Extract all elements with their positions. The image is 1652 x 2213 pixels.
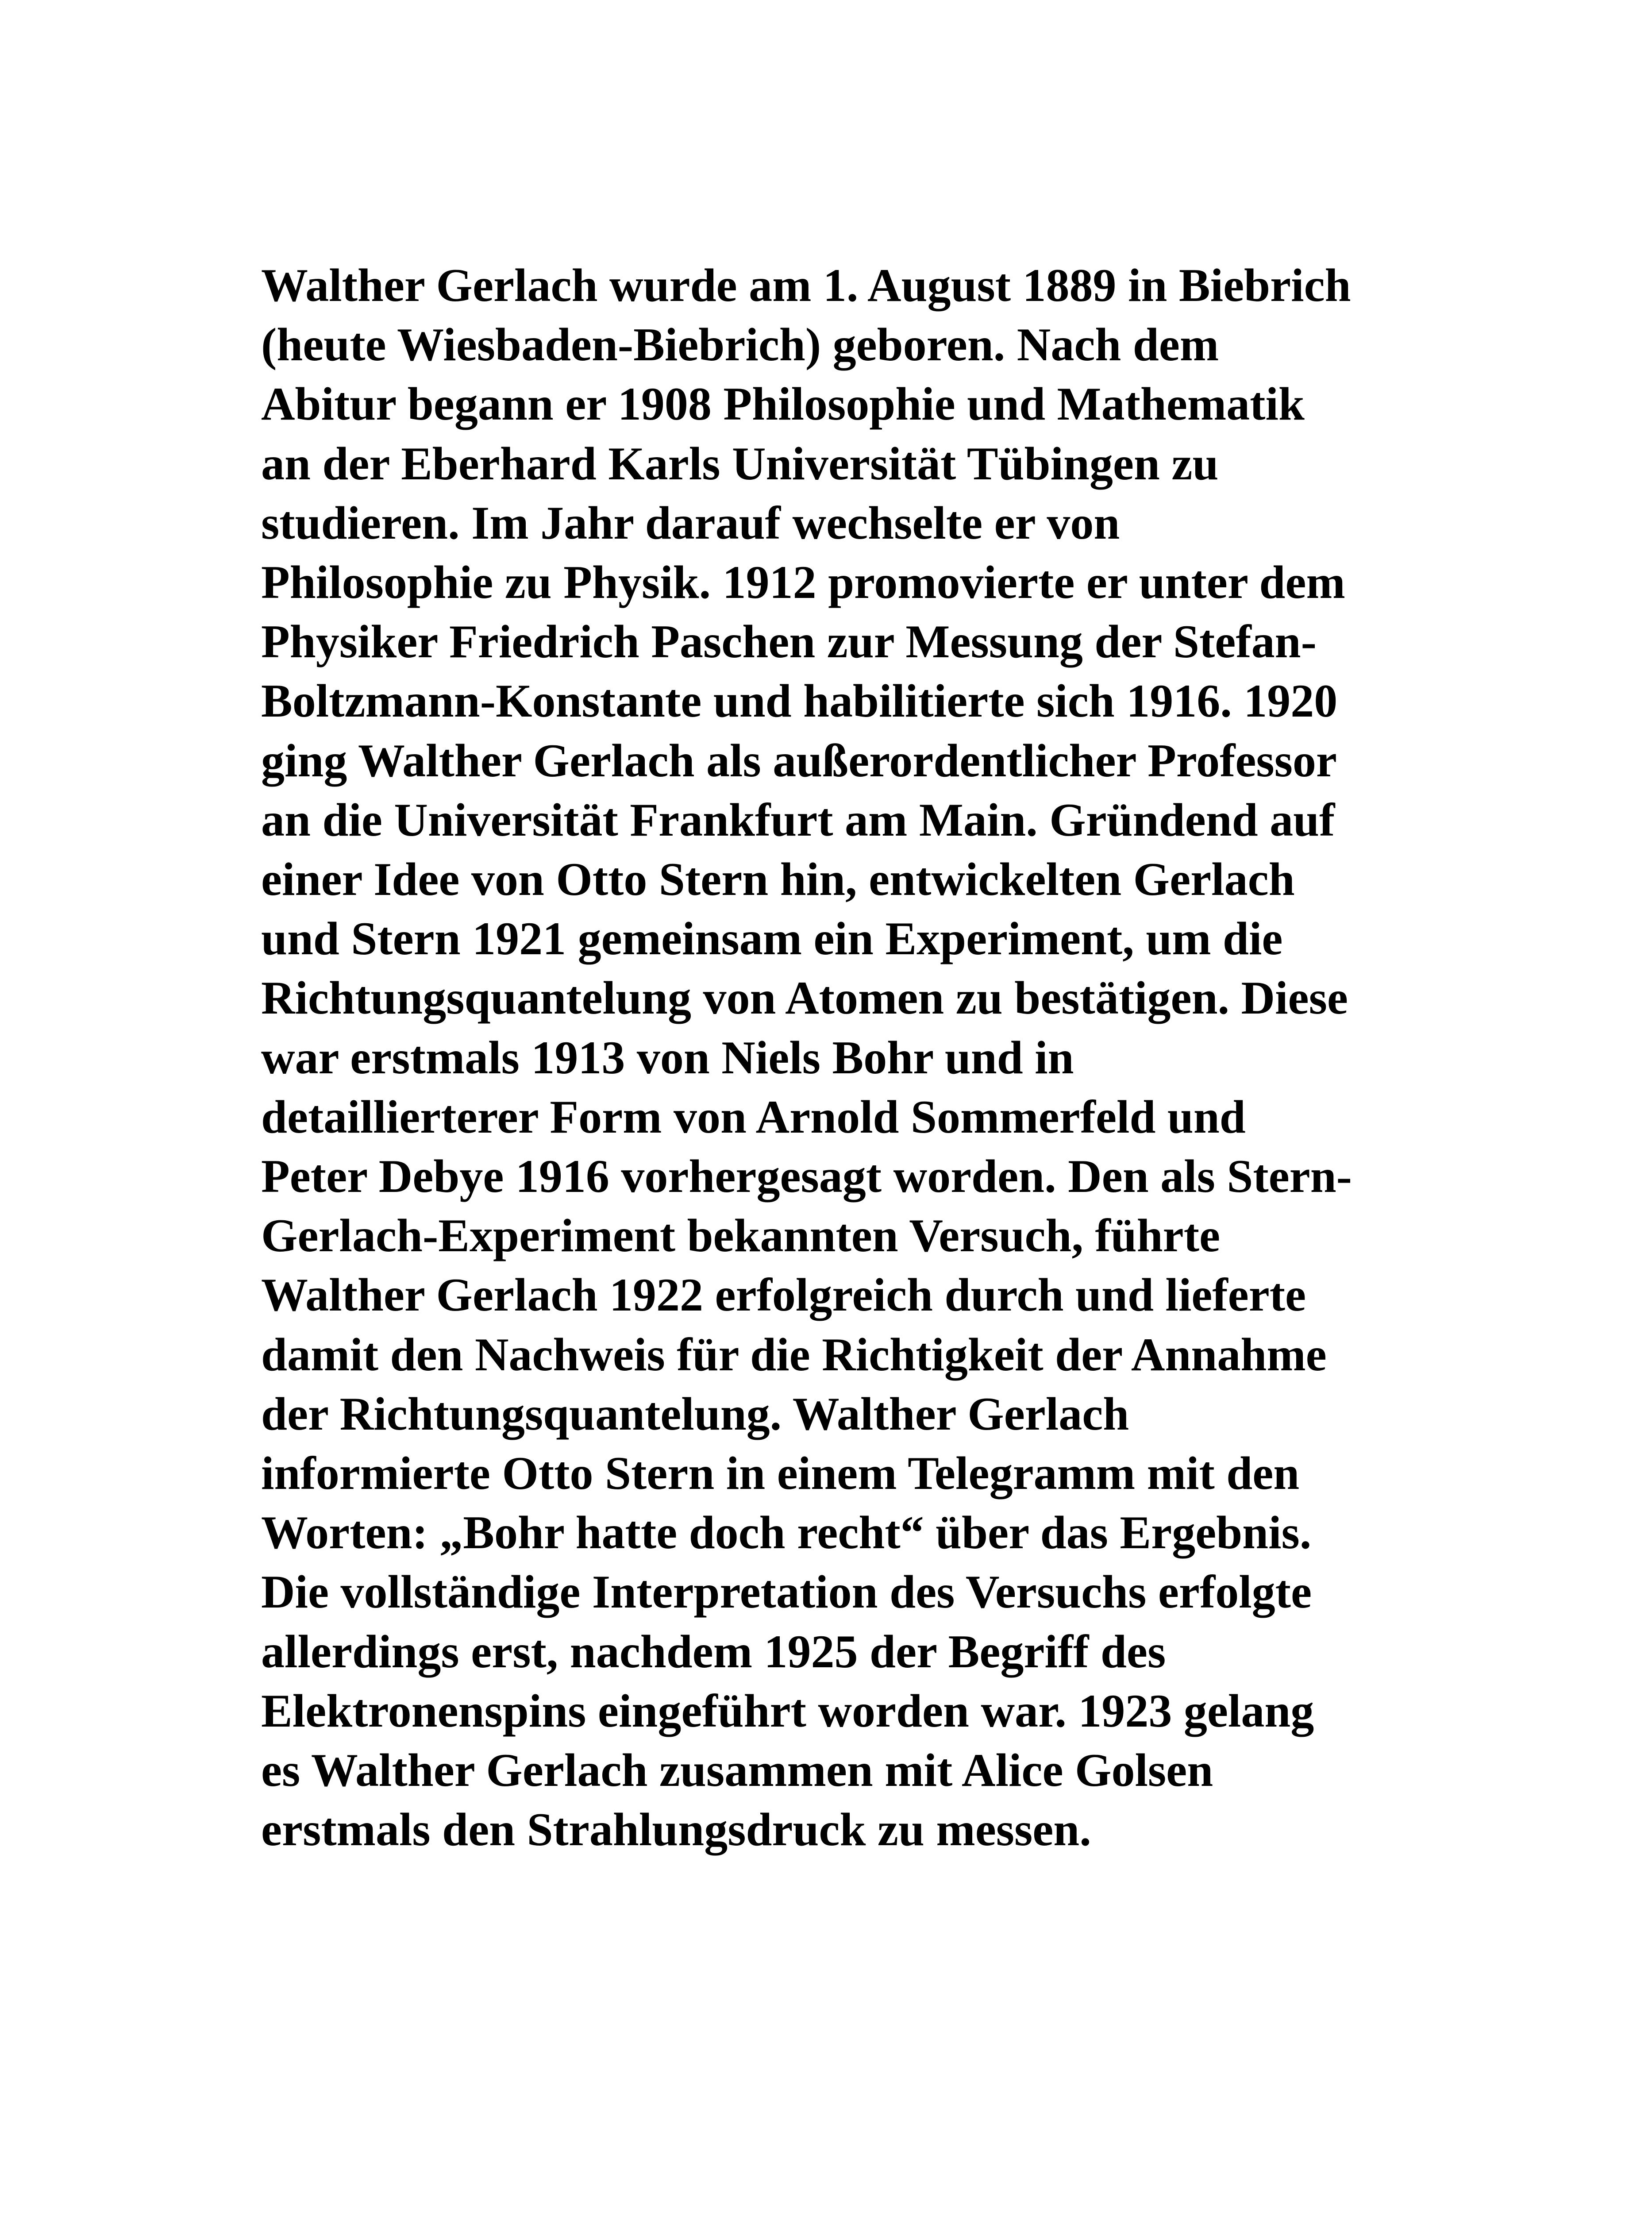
paragraph-line: Physiker Friedrich Paschen zur Messung der Stefan-	[261, 616, 1317, 668]
paragraph-line: ging Walther Gerlach als außerordentlicher Professor	[261, 734, 1337, 787]
paragraph-line: (heute Wiesbaden-Biebrich) geboren. Nach dem	[261, 319, 1219, 371]
paragraph-line: es Walther Gerlach zusammen mit Alice Golsen	[261, 1744, 1213, 1797]
paragraph-line: Philosophie zu Physik. 1912 promovierte er unter dem	[261, 556, 1345, 609]
paragraph-line: Gerlach-Experiment bekannten Versuch, führte	[261, 1210, 1221, 1262]
paragraph-line: Richtungsquantelung von Atomen zu bestätigen. Diese	[261, 972, 1348, 1024]
paragraph-line: erstmals den Strahlungsdruck zu messen.	[261, 1804, 1091, 1856]
paragraph-line: Walther Gerlach 1922 erfolgreich durch und lieferte	[261, 1269, 1306, 1321]
paragraph-line: detaillierterer Form von Arnold Sommerfeld und	[261, 1091, 1246, 1143]
paragraph-line: war erstmals 1913 von Niels Bohr und in	[261, 1031, 1074, 1083]
paragraph-line: und Stern 1921 gemeinsam ein Experiment, um die	[261, 913, 1283, 965]
paragraph-line: Elektronenspins eingeführt worden war. 1923 gelang	[261, 1685, 1314, 1737]
paragraph-line: an die Universität Frankfurt am Main. Gründend auf	[261, 794, 1335, 846]
paragraph-line: informierte Otto Stern in einem Telegramm mit den	[261, 1447, 1300, 1500]
paragraph-line: der Richtungsquantelung. Walther Gerlach	[261, 1388, 1129, 1440]
paragraph-line: Abitur begann er 1908 Philosophie und Mathematik	[261, 378, 1305, 430]
paragraph-line: Peter Debye 1916 vorhergesagt worden. Den als Stern-	[261, 1150, 1352, 1203]
paragraph-line: Walther Gerlach wurde am 1. August 1889 in Biebrich	[261, 259, 1351, 311]
paragraph-line: an der Eberhard Karls Universität Tübingen zu	[261, 437, 1219, 490]
body-paragraph	[261, 256, 1412, 1859]
paragraph-line: Boltzmann-Konstante und habilitierte sich 1916. 1920	[261, 675, 1338, 727]
paragraph-line: Die vollständige Interpretation des Versuchs erfolgte	[261, 1566, 1312, 1618]
paragraph-line: studieren. Im Jahr darauf wechselte er von	[261, 497, 1120, 549]
paragraph-line: damit den Nachweis für die Richtigkeit der Annahme	[261, 1328, 1327, 1380]
paragraph-line: einer Idee von Otto Stern hin, entwickelten Gerlach	[261, 853, 1295, 906]
paragraph-line: Worten: „Bohr hatte doch recht“ über das Ergebnis.	[261, 1507, 1312, 1559]
paragraph-line: allerdings erst, nachdem 1925 der Begriff des	[261, 1625, 1166, 1677]
